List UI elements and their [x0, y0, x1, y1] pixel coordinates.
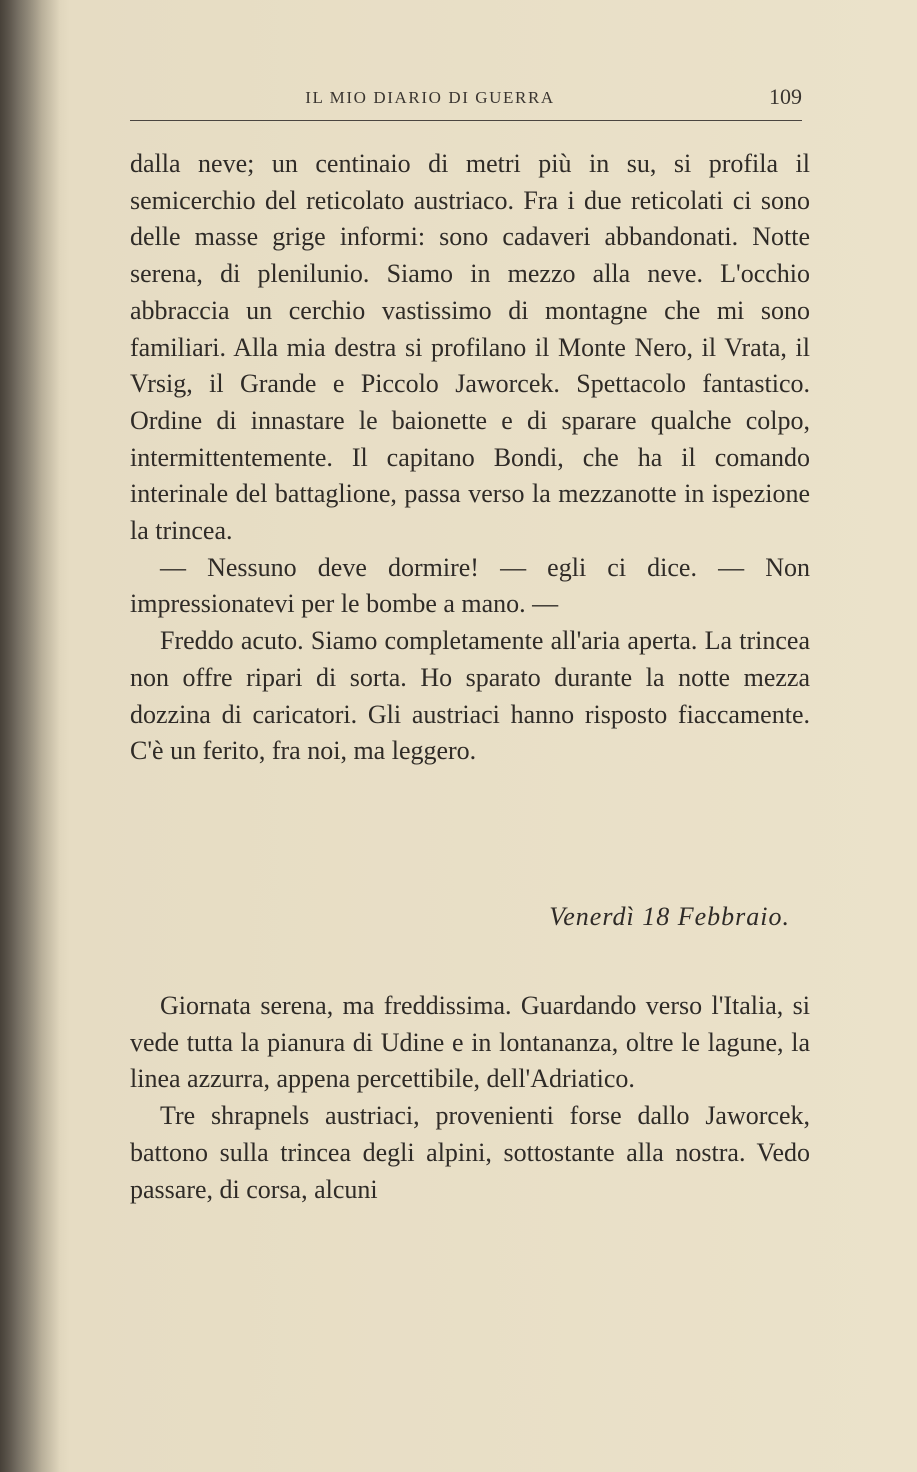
page-header — [130, 84, 802, 114]
paragraph: Giornata serena, ma freddissima. Guardando verso l'Italia, si vede tutta la pianura di Udine e in lontananza, oltre le lagune, la linea azzurra, appena percettibile, dell'Adriatico. — [130, 991, 810, 1094]
diary-entry-text — [130, 146, 810, 770]
diary-entry-text-2 — [130, 988, 810, 1208]
paragraph: dalla neve; un centinaio di metri più in su, si profila il semicerchio del reticolato austriaco. Fra i due reticolati ci sono delle masse grige informi: sono cadaveri abbandonati. Notte serena, di plenilunio. Siamo in mezzo alla neve. L'occhio abbraccia un cerchio vastissimo di montagne che mi sono familiari. Alla mia destra si profilano il Monte Nero, il Vrata, il Vrsig, il Grande e Piccolo Jaworcek. Spettacolo fantastico. Ordine di innastare le baionette e di sparare qualche colpo, intermittentemente. Il capitano Bondi, che ha il comando interinale del battaglione, passa verso la mezzanotte in ispezione la trincea. — [130, 149, 810, 546]
header-rule — [130, 120, 802, 121]
paragraph: Freddo acuto. Siamo completamente all'aria aperta. La trincea non offre ripari di sorta. Ho sparato durante la notte mezza dozzina di caricatori. Gli austriaci hanno risposto fiaccamente. C'è un ferito, fra noi, ma leggero. — [130, 626, 810, 766]
entry-date-heading: Venerdì 18 Febbraio. — [549, 902, 790, 931]
running-title: IL MIO DIARIO DI GUERRA — [305, 88, 555, 107]
gutter-shadow — [0, 0, 60, 1472]
page-number: 109 — [769, 84, 802, 109]
paragraph: — Nessuno deve dormire! — egli ci dice. — Non impressionatevi per le bombe a mano. — — [130, 552, 810, 619]
paragraph: Tre shrapnels austriaci, provenienti forse dallo Jaworcek, battono sulla trincea degli alpini, sottostante alla nostra. Vedo passare, di corsa, alcuni — [130, 1101, 810, 1204]
